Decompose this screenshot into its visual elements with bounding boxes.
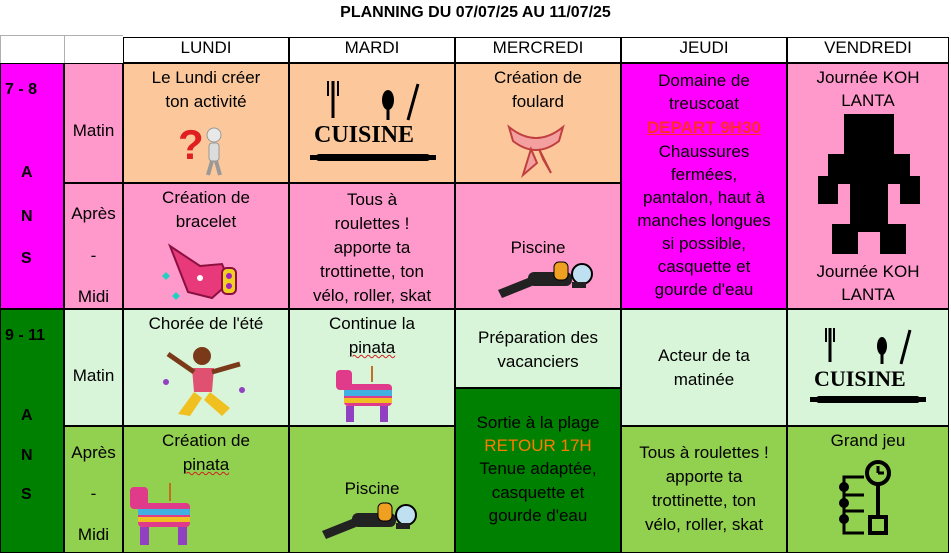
activity-text: Le Lundi créer — [151, 68, 261, 87]
age-band-7-8 — [0, 63, 64, 309]
activity-text: Création de — [162, 431, 250, 450]
activity-text: Continue la — [328, 314, 415, 333]
activity-text: ton activité — [165, 92, 247, 111]
cell-g1-mardi-matin — [289, 63, 455, 183]
period-label: - — [90, 246, 97, 265]
tiki-mask-icon — [818, 114, 920, 254]
activity-text: Création de — [494, 68, 582, 87]
age-label: 7 - 8 — [5, 81, 38, 98]
pinata-icon — [126, 483, 202, 549]
cell-g2-mardi-matin — [289, 309, 455, 426]
activity-text: Création de — [162, 188, 250, 207]
period-morning — [64, 309, 123, 426]
cell-g2-jeudi-matin — [621, 309, 787, 426]
scarf-icon — [501, 119, 571, 179]
activity-text: Acteur de ta — [658, 346, 750, 365]
activity-text: apporte ta — [333, 238, 411, 257]
activity-text: Tenue adaptée, — [479, 459, 597, 478]
activity-text: pinata — [182, 455, 230, 474]
period-label: Après — [71, 204, 116, 223]
activity-text: apporte ta — [665, 467, 743, 486]
diver-icon — [322, 497, 434, 545]
age-label: 9 - 11 — [5, 327, 46, 344]
svg-text:CUISINE: CUISINE — [314, 122, 415, 148]
activity-text: foulard — [512, 92, 564, 111]
activity-text: Grand jeu — [830, 431, 906, 450]
cell-g1-mardi-am — [289, 183, 455, 309]
period-afternoon — [64, 426, 123, 553]
activity-text: casquette et — [657, 257, 751, 276]
period-label: Midi — [77, 525, 110, 544]
activity-text: Chaussures — [658, 142, 750, 161]
activity-text: gourde d'eau — [654, 280, 754, 299]
activity-text: Chorée de l'été — [148, 314, 264, 333]
cell-g2-vendredi-am — [787, 426, 949, 553]
period-label: Matin — [72, 121, 115, 140]
hand-bracelet-icon — [160, 236, 250, 306]
period-label: Après — [71, 443, 116, 462]
cell-g2-mercredi-sortie — [455, 388, 621, 553]
cell-g2-vendredi-matin — [787, 309, 949, 426]
period-label: Midi — [77, 287, 110, 306]
activity-text: Préparation des — [477, 328, 599, 347]
cuisine-logo-icon — [808, 324, 928, 414]
side-letter: N — [21, 208, 33, 225]
activity-text: trottinette, ton — [652, 491, 756, 510]
activity-text: pinata — [348, 338, 396, 357]
svg-text:CUISINE: CUISINE — [814, 366, 906, 391]
activity-text: treuscoat — [669, 94, 739, 113]
activity-text: vélo, roller, skat — [312, 286, 432, 305]
activity-text: gourde d'eau — [488, 506, 588, 525]
board-game-icon — [834, 459, 904, 541]
diver-icon — [498, 256, 610, 304]
cell-g1-mercredi-am — [455, 183, 621, 309]
activity-text: Tous à roulettes ! — [639, 443, 769, 462]
activity-text: LANTA — [841, 285, 895, 304]
activity-text: LANTA — [841, 91, 895, 110]
pinata-icon — [332, 366, 402, 426]
activity-text: trottinette, ton — [320, 262, 424, 281]
period-label: Matin — [72, 366, 115, 385]
side-letter: S — [21, 250, 32, 267]
activity-text: fermées, — [670, 165, 738, 184]
cell-g2-mardi-am — [289, 426, 455, 553]
header-mardi: MARDI — [289, 37, 455, 63]
cell-g2-lundi-matin — [123, 309, 289, 426]
activity-text: Piscine — [344, 479, 400, 498]
activity-text: Journée KOH — [816, 68, 920, 87]
cell-g2-mercredi-matin — [455, 309, 621, 388]
activity-text: Domaine de — [658, 71, 750, 90]
svg-text:?: ? — [178, 121, 204, 168]
cell-g1-lundi-matin — [123, 63, 289, 183]
side-letter: A — [21, 407, 33, 424]
corner-cell — [64, 35, 123, 63]
question-mark-figure-icon — [174, 119, 234, 179]
return-time: RETOUR 17H — [484, 436, 592, 455]
period-afternoon — [64, 183, 123, 309]
activity-text: Sortie à la plage — [476, 413, 600, 432]
cell-g2-jeudi-am — [621, 426, 787, 553]
page-title: PLANNING DU 07/07/25 AU 11/07/25 — [340, 4, 611, 21]
side-letter: N — [21, 447, 33, 464]
activity-text: casquette et — [491, 483, 585, 502]
activity-text: matinée — [673, 370, 735, 389]
activity-text: vélo, roller, skat — [644, 515, 764, 534]
cell-g1-lundi-am — [123, 183, 289, 309]
period-morning — [64, 63, 123, 183]
activity-text: bracelet — [175, 212, 237, 231]
cell-g2-lundi-am — [123, 426, 289, 553]
activity-text: Piscine — [510, 238, 566, 257]
activity-text: Journée KOH — [816, 262, 920, 281]
side-letter: A — [21, 164, 33, 181]
activity-text: pantalon, haut à — [643, 188, 765, 207]
cell-g1-mercredi-matin — [455, 63, 621, 183]
header-lundi: LUNDI — [123, 37, 289, 63]
cell-g1-jeudi — [621, 63, 787, 309]
header-jeudi: JEUDI — [621, 37, 787, 63]
corner-cell — [0, 35, 64, 63]
cell-g1-vendredi — [787, 63, 949, 309]
age-band-9-11 — [0, 309, 64, 553]
activity-text: vacanciers — [497, 352, 579, 371]
cuisine-logo-icon — [308, 76, 438, 171]
activity-text: si possible, — [661, 234, 747, 253]
side-letter: S — [21, 486, 32, 503]
header-vendredi: VENDREDI — [787, 37, 949, 63]
activity-text: manches longues — [637, 211, 771, 230]
dancer-icon — [154, 342, 254, 424]
period-label: - — [90, 484, 97, 503]
departure-time: DEPART 9H30 — [647, 118, 761, 137]
header-mercredi: MERCREDI — [455, 37, 621, 63]
activity-text: Tous à — [346, 190, 398, 209]
activity-text: roulettes ! — [334, 214, 410, 233]
